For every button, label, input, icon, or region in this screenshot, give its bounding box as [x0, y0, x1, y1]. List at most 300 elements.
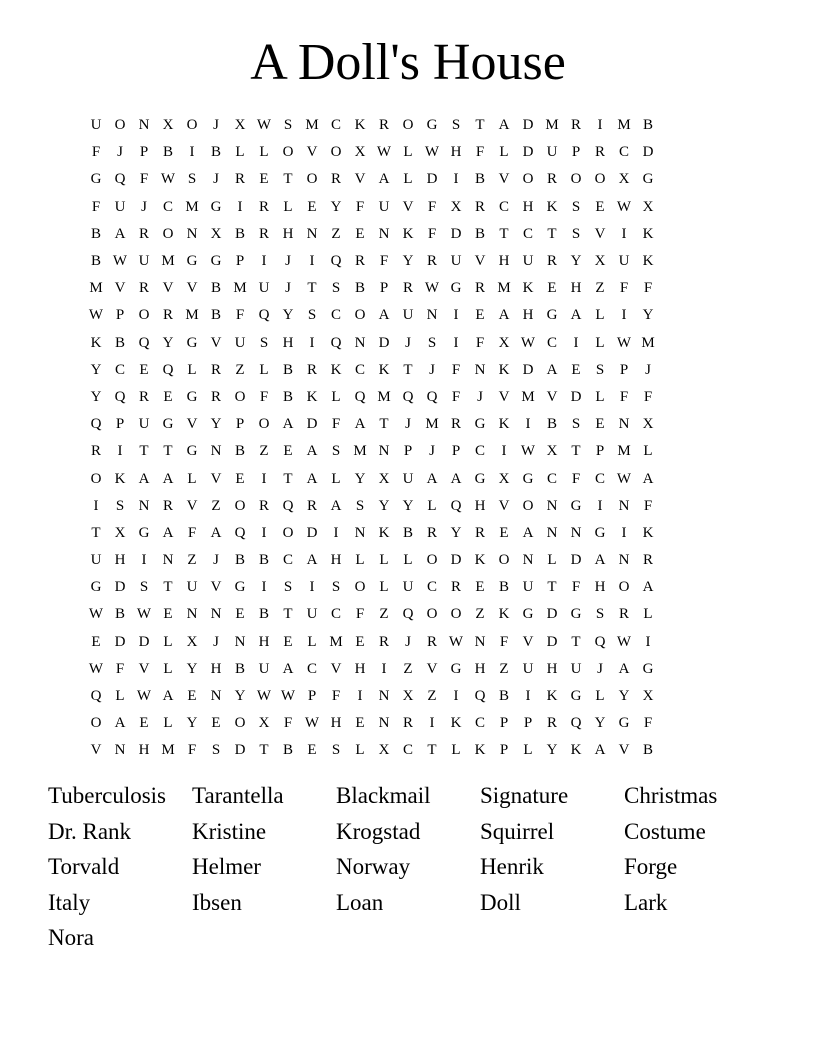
grid-letter: L — [163, 715, 173, 732]
grid-letter: A — [162, 470, 174, 487]
grid-letter: N — [378, 715, 390, 732]
grid-letter: N — [210, 606, 222, 623]
grid-letter: Y — [354, 470, 366, 487]
grid-letter: A — [162, 524, 174, 541]
grid-letter: T — [283, 470, 293, 487]
grid-letter: H — [282, 334, 294, 351]
grid-letter: R — [474, 280, 485, 297]
grid-letter: I — [501, 443, 507, 460]
grid-letter: X — [546, 443, 558, 460]
grid-letter: E — [139, 715, 149, 732]
grid-letter: B — [210, 280, 221, 297]
grid-letter: F — [187, 742, 197, 759]
grid-letter: S — [331, 579, 341, 596]
grid-letter: M — [425, 416, 439, 433]
grid-letter: O — [138, 307, 150, 324]
grid-letter: F — [331, 688, 341, 705]
grid-letter: C — [114, 361, 125, 378]
grid-letter: I — [621, 225, 627, 242]
grid-row — [84, 683, 732, 710]
grid-letter: N — [210, 443, 222, 460]
grid-letter: M — [185, 307, 199, 324]
grid-letter: V — [162, 280, 174, 297]
grid-letter: W — [136, 688, 152, 705]
grid-letter: E — [595, 198, 605, 215]
grid-letter: Q — [258, 307, 270, 324]
grid-letter: G — [426, 117, 438, 134]
grid-letter: R — [402, 715, 413, 732]
grid-letter: A — [498, 307, 510, 324]
grid-letter: B — [546, 416, 557, 433]
grid-letter: D — [378, 334, 390, 351]
grid-letter: R — [426, 524, 437, 541]
grid-letter: B — [642, 742, 653, 759]
grid-letter: M — [497, 280, 511, 297]
grid-letter: W — [88, 606, 104, 623]
grid-letter: S — [451, 117, 461, 134]
grid-letter: A — [114, 715, 126, 732]
grid-letter: O — [594, 171, 606, 188]
grid-letter: N — [186, 606, 198, 623]
word-list-item: Loan — [336, 889, 384, 915]
grid-letter: H — [522, 307, 534, 324]
grid-letter: U — [114, 198, 126, 215]
grid-letter: A — [306, 552, 318, 569]
grid-letter: T — [571, 633, 581, 650]
grid-letter: W — [424, 280, 440, 297]
grid-letter: I — [525, 688, 531, 705]
grid-letter: V — [474, 253, 486, 270]
grid-letter: P — [451, 443, 461, 460]
grid-letter: Y — [210, 416, 222, 433]
grid-letter: U — [522, 660, 534, 677]
grid-letter: M — [89, 280, 103, 297]
grid-letter: L — [283, 198, 293, 215]
grid-letter: B — [258, 552, 269, 569]
grid-letter: Y — [594, 715, 606, 732]
grid-letter: S — [595, 606, 605, 623]
grid-letter: F — [571, 579, 581, 596]
grid-letter: X — [642, 688, 654, 705]
grid-letter: A — [570, 307, 582, 324]
word-list-item: Blackmail — [336, 783, 431, 808]
grid-letter: U — [570, 660, 582, 677]
grid-letter: R — [642, 552, 653, 569]
grid-row — [84, 357, 732, 384]
grid-row — [84, 493, 732, 520]
grid-letter: U — [258, 660, 270, 677]
grid-letter: F — [643, 497, 653, 514]
grid-letter: P — [235, 253, 245, 270]
grid-row — [84, 139, 732, 166]
grid-letter: V — [402, 198, 414, 215]
grid-letter: O — [330, 144, 342, 161]
grid-letter: M — [329, 633, 343, 650]
grid-letter: S — [571, 198, 581, 215]
grid-letter: G — [474, 470, 486, 487]
grid-letter: M — [545, 117, 559, 134]
grid-row — [84, 737, 732, 764]
grid-letter: V — [498, 171, 510, 188]
grid-letter: L — [451, 742, 461, 759]
grid-letter: M — [353, 443, 367, 460]
grid-letter: F — [643, 280, 653, 297]
grid-letter: J — [213, 633, 219, 650]
grid-letter: A — [138, 470, 150, 487]
grid-letter: U — [450, 253, 462, 270]
grid-letter: J — [141, 198, 147, 215]
grid-letter: L — [163, 660, 173, 677]
grid-letter: L — [163, 633, 173, 650]
grid-letter: Y — [642, 307, 654, 324]
grid-letter: O — [282, 524, 294, 541]
grid-letter: L — [523, 742, 533, 759]
grid-letter: G — [570, 606, 582, 623]
grid-letter: E — [475, 307, 485, 324]
grid-letter: I — [597, 497, 603, 514]
grid-letter: N — [354, 524, 366, 541]
grid-letter: X — [258, 715, 270, 732]
grid-letter: F — [355, 198, 365, 215]
grid-letter: K — [90, 334, 102, 351]
grid-letter: U — [138, 416, 150, 433]
grid-letter: B — [282, 361, 293, 378]
grid-letter: B — [234, 443, 245, 460]
word-list-item: Forge — [624, 854, 678, 879]
grid-letter: R — [426, 633, 437, 650]
grid-letter: K — [642, 225, 654, 242]
grid-letter: A — [450, 470, 462, 487]
grid-letter: L — [355, 552, 365, 569]
grid-letter: U — [522, 579, 534, 596]
grid-letter: U — [402, 307, 414, 324]
grid-letter: L — [403, 144, 413, 161]
grid-letter: E — [283, 443, 293, 460]
grid-letter: F — [427, 225, 437, 242]
grid-letter: O — [162, 225, 174, 242]
grid-letter: P — [235, 416, 245, 433]
grid-letter: K — [474, 742, 486, 759]
grid-letter: Q — [162, 361, 174, 378]
grid-letter: O — [90, 470, 102, 487]
grid-letter: G — [450, 660, 462, 677]
grid-letter: L — [331, 388, 341, 405]
grid-letter: A — [330, 497, 342, 514]
grid-letter: V — [210, 470, 222, 487]
grid-letter: U — [186, 579, 198, 596]
word-list-item: Squirrel — [480, 818, 555, 844]
grid-letter: J — [597, 660, 603, 677]
grid-letter: K — [330, 361, 342, 378]
grid-letter: Z — [427, 688, 437, 705]
grid-letter: C — [354, 361, 365, 378]
grid-letter: L — [643, 443, 653, 460]
grid-letter: N — [234, 633, 246, 650]
word-list-item: Tuberculosis — [48, 783, 166, 808]
grid-letter: G — [594, 524, 606, 541]
grid-letter: H — [354, 660, 366, 677]
grid-row — [84, 275, 732, 302]
grid-letter: O — [498, 552, 510, 569]
grid-letter: X — [618, 171, 630, 188]
grid-row — [84, 465, 732, 492]
grid-letter: F — [379, 253, 389, 270]
grid-letter: H — [450, 144, 462, 161]
grid-letter: H — [474, 497, 486, 514]
grid-letter: P — [523, 715, 533, 732]
grid-letter: E — [547, 280, 557, 297]
letter-grid — [84, 112, 732, 765]
grid-letter: O — [234, 715, 246, 732]
grid-letter: N — [546, 497, 558, 514]
grid-row — [84, 547, 732, 574]
grid-letter: K — [546, 688, 558, 705]
grid-letter: A — [378, 307, 390, 324]
grid-letter: W — [88, 660, 104, 677]
grid-letter: C — [330, 307, 341, 324]
grid-letter: Q — [594, 633, 606, 650]
grid-letter: A — [642, 579, 654, 596]
grid-letter: P — [115, 416, 125, 433]
word-list-item: Tarantella — [192, 783, 284, 808]
grid-letter: F — [91, 144, 101, 161]
grid-letter: B — [162, 144, 173, 161]
grid-letter: V — [186, 497, 198, 514]
grid-letter: A — [546, 361, 558, 378]
grid-letter: Q — [90, 688, 102, 705]
grid-letter: M — [521, 388, 535, 405]
grid-letter: U — [618, 253, 630, 270]
grid-letter: X — [354, 144, 366, 161]
grid-letter: D — [114, 633, 126, 650]
grid-letter: J — [429, 443, 435, 460]
grid-letter: S — [427, 334, 437, 351]
grid-letter: A — [594, 552, 606, 569]
grid-letter: O — [426, 606, 438, 623]
grid-letter: U — [258, 280, 270, 297]
grid-letter: O — [186, 117, 198, 134]
grid-letter: E — [571, 361, 581, 378]
grid-letter: V — [90, 742, 102, 759]
grid-letter: G — [138, 524, 150, 541]
grid-letter: B — [642, 117, 653, 134]
grid-letter: Y — [546, 742, 558, 759]
grid-letter: E — [91, 633, 101, 650]
grid-letter: G — [642, 660, 654, 677]
grid-letter: I — [261, 579, 267, 596]
grid-letter: E — [355, 715, 365, 732]
grid-letter: A — [306, 443, 318, 460]
grid-letter: E — [355, 633, 365, 650]
grid-row — [84, 710, 732, 737]
grid-letter: X — [402, 688, 414, 705]
grid-letter: N — [522, 552, 534, 569]
grid-letter: R — [330, 171, 341, 188]
grid-letter: R — [618, 606, 629, 623]
grid-letter: N — [114, 742, 126, 759]
grid-letter: S — [259, 334, 269, 351]
grid-letter: Q — [426, 388, 438, 405]
grid-letter: B — [498, 688, 509, 705]
grid-letter: Q — [402, 606, 414, 623]
grid-letter: E — [139, 361, 149, 378]
grid-letter: K — [570, 742, 582, 759]
grid-letter: V — [546, 388, 558, 405]
grid-letter: M — [617, 117, 631, 134]
grid-letter: V — [594, 225, 606, 242]
grid-letter: A — [522, 524, 534, 541]
grid-letter: N — [378, 225, 390, 242]
grid-letter: D — [306, 416, 318, 433]
grid-letter: A — [306, 470, 318, 487]
grid-letter: D — [450, 225, 462, 242]
grid-letter: F — [619, 280, 629, 297]
grid-letter: E — [355, 225, 365, 242]
grid-letter: W — [256, 688, 272, 705]
grid-letter: G — [450, 280, 462, 297]
grid-letter: W — [136, 606, 152, 623]
grid-letter: C — [546, 334, 557, 351]
grid-letter: K — [450, 715, 462, 732]
word-list-item: Lark — [624, 889, 668, 915]
grid-letter: Z — [499, 660, 509, 677]
grid-letter: O — [234, 388, 246, 405]
grid-letter: R — [306, 361, 317, 378]
grid-letter: Z — [211, 497, 221, 514]
grid-letter: W — [88, 307, 104, 324]
grid-letter: I — [237, 198, 243, 215]
grid-letter: O — [354, 579, 366, 596]
grid-letter: I — [453, 334, 459, 351]
grid-letter: X — [498, 334, 510, 351]
grid-letter: E — [211, 715, 221, 732]
grid-letter: B — [474, 171, 485, 188]
word-list-item: Nora — [48, 925, 94, 950]
grid-row — [84, 166, 732, 193]
grid-letter: J — [213, 117, 219, 134]
grid-letter: F — [91, 198, 101, 215]
grid-letter: L — [307, 633, 317, 650]
grid-letter: S — [139, 579, 149, 596]
grid-letter: A — [282, 660, 294, 677]
grid-letter: B — [258, 606, 269, 623]
grid-letter: H — [138, 742, 150, 759]
grid-letter: E — [475, 579, 485, 596]
grid-letter: G — [186, 253, 198, 270]
grid-letter: L — [595, 688, 605, 705]
grid-letter: I — [309, 334, 315, 351]
grid-letter: A — [618, 660, 630, 677]
grid-letter: L — [403, 171, 413, 188]
grid-letter: C — [594, 470, 605, 487]
grid-letter: V — [306, 144, 318, 161]
grid-letter: T — [427, 742, 437, 759]
grid-letter: R — [450, 416, 461, 433]
grid-letter: Q — [114, 388, 126, 405]
grid-letter: O — [258, 416, 270, 433]
grid-letter: K — [522, 280, 534, 297]
word-list — [48, 778, 768, 956]
grid-letter: L — [379, 579, 389, 596]
grid-letter: X — [234, 117, 246, 134]
grid-letter: X — [498, 470, 510, 487]
grid-letter: O — [522, 171, 534, 188]
grid-letter: P — [499, 742, 509, 759]
grid-letter: G — [642, 171, 654, 188]
grid-letter: X — [594, 253, 606, 270]
grid-letter: R — [378, 117, 389, 134]
grid-letter: Q — [234, 524, 246, 541]
grid-letter: G — [522, 606, 534, 623]
grid-letter: L — [259, 144, 269, 161]
word-list-item: Helmer — [192, 854, 261, 879]
grid-letter: U — [234, 334, 246, 351]
grid-letter: A — [162, 688, 174, 705]
grid-letter: R — [546, 715, 557, 732]
grid-row — [84, 438, 732, 465]
grid-letter: V — [330, 660, 342, 677]
grid-letter: N — [618, 497, 630, 514]
grid-letter: G — [234, 579, 246, 596]
word-list-item: Norway — [336, 854, 411, 879]
grid-letter: H — [570, 280, 582, 297]
grid-letter: Z — [475, 606, 485, 623]
grid-letter: N — [618, 416, 630, 433]
grid-letter: K — [402, 225, 414, 242]
grid-letter: E — [259, 171, 269, 188]
grid-letter: R — [90, 443, 101, 460]
grid-letter: D — [522, 144, 534, 161]
grid-letter: W — [616, 633, 632, 650]
grid-letter: F — [187, 524, 197, 541]
grid-letter: C — [402, 742, 413, 759]
grid-letter: L — [595, 388, 605, 405]
grid-letter: I — [261, 253, 267, 270]
word-list-item: Krogstad — [336, 818, 421, 844]
grid-letter: W — [520, 443, 536, 460]
grid-letter: R — [138, 388, 149, 405]
grid-letter: Z — [331, 225, 341, 242]
grid-letter: Z — [379, 606, 389, 623]
grid-letter: L — [643, 606, 653, 623]
grid-letter: B — [498, 579, 509, 596]
grid-letter: T — [163, 443, 173, 460]
grid-letter: N — [546, 524, 558, 541]
grid-letter: R — [402, 280, 413, 297]
grid-letter: P — [595, 443, 605, 460]
grid-letter: V — [210, 579, 222, 596]
grid-letter: J — [405, 416, 411, 433]
grid-letter: Z — [403, 660, 413, 677]
grid-letter: B — [210, 307, 221, 324]
grid-letter: S — [187, 171, 197, 188]
grid-letter: X — [450, 198, 462, 215]
grid-letter: O — [522, 497, 534, 514]
grid-letter: R — [138, 280, 149, 297]
grid-letter: T — [547, 225, 557, 242]
grid-letter: H — [330, 552, 342, 569]
word-list-item: Italy — [48, 889, 91, 915]
grid-letter: K — [642, 253, 654, 270]
grid-letter: I — [309, 253, 315, 270]
grid-letter: T — [499, 225, 509, 242]
grid-letter: F — [259, 388, 269, 405]
grid-letter: V — [498, 497, 510, 514]
grid-letter: K — [498, 361, 510, 378]
grid-letter: J — [117, 144, 123, 161]
grid-row — [84, 574, 732, 601]
grid-letter: Y — [570, 253, 582, 270]
